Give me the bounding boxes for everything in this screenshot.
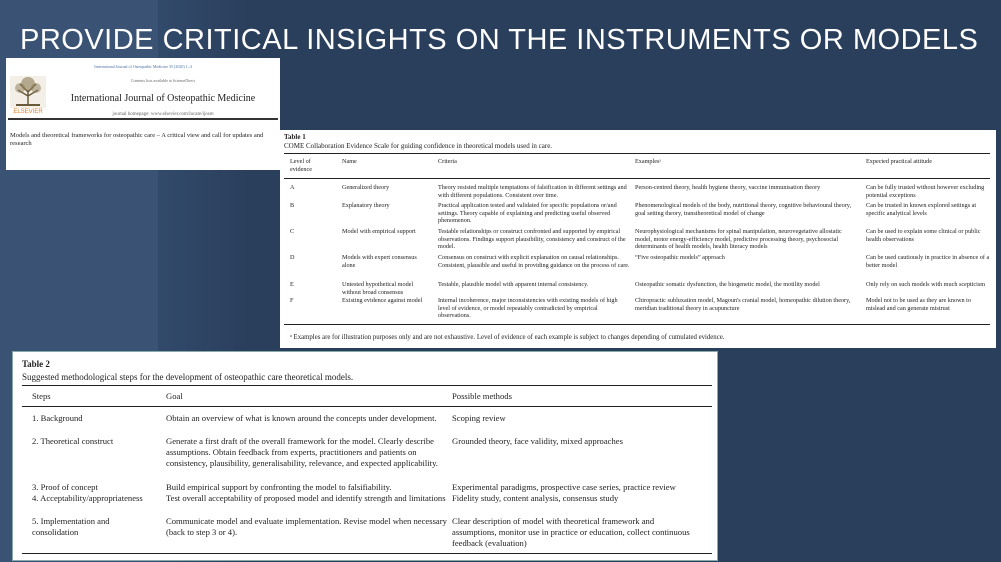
table1-row-e-level: E	[290, 281, 294, 288]
elsevier-wordmark: ELSEVIER	[13, 109, 43, 115]
table1-row-c-name: Model with empirical support	[342, 228, 416, 235]
table2-header-goal: Goal	[166, 391, 183, 401]
table1-row-d-examples: “Five osteopathic models” approach	[635, 254, 725, 261]
table1-bottom-rule	[284, 324, 990, 325]
table1-caption-label: Table 1	[284, 133, 306, 141]
journal-contents-line: Contents lists available at ScienceDirect	[130, 78, 196, 83]
slide-title: PROVIDE CRITICAL INSIGHTS ON THE INSTRUMENTS OR MODELS	[20, 24, 979, 56]
table2-row-3-goal: Build empirical support by confronting the model to falsifiability.	[166, 482, 392, 492]
journal-citation: International Journal of Osteopathic Medicine 35 (2020) 1–4	[94, 64, 192, 69]
table1-footnote: ᵃ Examples are for illustration purposes only and are not exhaustive. Level of evidence of each example is subject to changes depending of cumulated evidence.	[290, 334, 725, 341]
table1-header-rule	[284, 178, 990, 179]
journal-homepage: journal homepage: www.elsevier.com/locate/ijosm	[112, 112, 214, 117]
journal-header-image	[6, 58, 280, 170]
table2-row-2-goal: Generate a first draft of the overall framework for the model. Clearly describe assumptions. Obtain feedback from experts, practitioners and patients on consistency, plausibility, generalisability, relevance, and expected applicability.	[166, 436, 438, 468]
table2-row-3-step: 3. Proof of concept	[32, 482, 98, 492]
table2-row-1-step: 1. Background	[32, 413, 83, 423]
table1-row-e-attitude: Only rely on such models with much scepticism	[866, 281, 986, 288]
table2-header-methods: Possible methods	[452, 391, 512, 401]
table2-caption-label: Table 2	[22, 359, 50, 369]
table2-row-4-goal: Test overall acceptability of proposed model and identify strength and limitations	[166, 493, 446, 503]
table2-row-1-goal: Obtain an overview of what is known around the concepts under development.	[166, 413, 437, 423]
journal-header-box	[8, 74, 278, 120]
table2-row-1-methods: Scoping review	[452, 413, 506, 423]
table2-row-5-methods: Clear description of model with theoretical framework and assumptions, monitor use in practice or education, collect continuous feedback (evaluation)	[452, 516, 690, 548]
table2-row-5-goal: Communicate model and evaluate implementation. Revise model when necessary (back to step 3 or 4).	[166, 516, 447, 537]
article-title: Models and theoretical frameworks for osteopathic care – A critical view and call for updates and research	[10, 132, 264, 147]
table1-row-b-attitude: Can be trusted in known explored settings at specific analytical levels	[866, 202, 977, 217]
table2-top-rule	[22, 385, 712, 386]
table2-row-5-step: 5. Implementation and consolidation	[32, 516, 110, 537]
table1-row-c-level: C	[290, 228, 295, 235]
table2-header-rule	[22, 406, 712, 407]
table2-row-2-methods: Grounded theory, face validity, mixed approaches	[452, 436, 623, 446]
table1-row-f-examples: Chiropractic subluxation model, Magoun's cranial model, homeopathic dilution theory, meridian traditional theory in acupuncture	[635, 297, 851, 312]
table2-row-2-step: 2. Theoretical construct	[32, 436, 114, 446]
table2-bottom-rule	[22, 553, 712, 554]
table1-row-f-level: F	[290, 297, 294, 304]
table1-row-b-criteria: Practical application tested and validated for specific populations or/and settings. Theory capable of explaining and predicting useful observed phenomenon.	[438, 202, 617, 224]
table1-row-c-attitude: Can be used to explain some clinical or public health observations	[866, 228, 981, 243]
table1-row-a-criteria: Theory resisted multiple temptations of falsification in different settings and with different populations. Consistent over time.	[438, 184, 627, 199]
journal-name: International Journal of Osteopathic Medicine	[70, 93, 256, 104]
table1	[280, 130, 996, 348]
table1-row-b-name: Explanatory theory	[342, 202, 390, 209]
table2-header-steps: Steps	[32, 391, 51, 401]
table1-header-level: Level of evidence	[290, 158, 312, 173]
table1-row-f-name: Existing evidence against model	[342, 297, 423, 304]
table2	[12, 351, 718, 561]
table1-row-f-criteria: Internal incoherence, major inconsistencies with existing models of high level of evidence, or model repeatably contradicted by empirical observations.	[438, 297, 618, 319]
table2-row-4-step: 4. Acceptability/appropriateness	[32, 493, 143, 503]
table1-row-e-criteria: Testable, plausible model with apparent internal consistency.	[438, 281, 589, 288]
table1-row-a-level: A	[290, 184, 295, 191]
table1-row-a-attitude: Can be fully trusted without however excluding potential exceptions	[866, 184, 985, 199]
table1-row-c-criteria: Testable relationships or construct confronted and supported by empirical observations. Findings support plausibility, consistency and construct of the model.	[438, 228, 626, 250]
table1-row-a-examples: Person-centred theory, health hygiene theory, vaccine immunisation theory	[635, 184, 821, 191]
table1-row-b-level: B	[290, 202, 295, 209]
table1-caption: COME Collaboration Evidence Scale for guiding confidence in theoretical models used in care.	[284, 142, 553, 150]
table1-top-rule	[284, 153, 990, 154]
table1-row-d-attitude: Can be used cautiously in practice in absence of a better model	[866, 254, 990, 269]
table1-row-a-name: Generalized theory	[342, 184, 390, 191]
table1-row-f-attitude: Model not to be used as they are known to mislead and can generate mistrust	[866, 297, 971, 312]
table1-header-examples: Examplesᵃ	[635, 158, 662, 165]
table1-header-attitude: Expected practical attitude	[866, 158, 932, 165]
table1-row-e-examples: Osteopathic somatic dysfunction, the biogenetic model, the motility model	[635, 281, 820, 288]
table2-row-4-methods: Fidelity study, content analysis, consensus study	[452, 493, 619, 503]
table1-row-b-examples: Phenomenological models of the body, nutritional theory, cognitive behavioural theory, goal setting theory, transtheoretical model of change	[635, 202, 851, 217]
table1-row-d-name: Models with expert consensus alone	[342, 254, 417, 269]
table1-row-c-examples: Neurophysiological mechanisms for spinal manipulation, neurovegetative allostatic model, motor energy-efficiency model, predictive processing theory, psychosocial determinants of health models, health literacy models	[635, 228, 842, 250]
table1-row-d-criteria: Consensus on construct with explicit explanation on causal relationships. Consistent, plausible and useful in providing guidance on the process of care.	[438, 254, 630, 269]
table1-row-e-name: Untested hypothetical model without broad consensus	[342, 281, 414, 296]
table1-header-criteria: Criteria	[438, 158, 457, 165]
elsevier-logo	[10, 76, 46, 116]
table1-header-name: Name	[342, 158, 357, 165]
table1-row-d-level: D	[290, 254, 295, 261]
table2-row-3-methods: Experimental paradigms, prospective case series, practice review	[452, 482, 676, 492]
table2-caption: Suggested methodological steps for the development of osteopathic care theoretical models.	[22, 372, 354, 382]
